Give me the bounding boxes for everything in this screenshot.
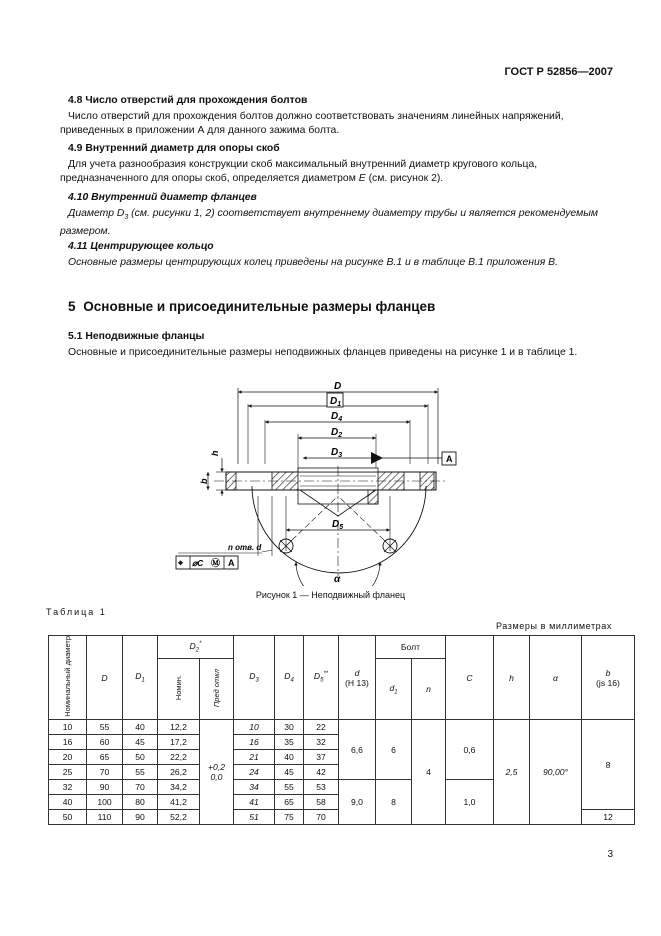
section-title: Внутренний диаметр фланцев <box>91 192 257 203</box>
section-number: 5 <box>68 299 76 314</box>
section-4-9-heading <box>68 142 612 156</box>
header-D1: $D_1$ <box>123 636 158 720</box>
d1-merged-b: 8 <box>376 780 412 825</box>
tol-diameter: ⌀C <box>192 558 204 568</box>
mmc-icon: Ⓜ <box>211 558 221 568</box>
tolerance-frame <box>176 556 238 569</box>
label-D2: $D_2$ <box>331 427 343 439</box>
label-D: D <box>334 381 342 392</box>
section-4-10-body <box>60 207 612 239</box>
header-b: b (js 16) <box>582 636 635 720</box>
section-number: 4.10 <box>68 192 89 203</box>
label-b: b <box>199 478 209 484</box>
header-C: C <box>446 636 494 720</box>
section-5-1-heading <box>68 330 612 344</box>
section-4-11-heading <box>68 240 612 254</box>
section-5-heading <box>68 299 435 314</box>
header-D5: $D_5^{**}$ <box>304 636 339 720</box>
C-merged-b: 1,0 <box>446 780 494 825</box>
section-4-8-heading <box>68 94 612 108</box>
page-number: 3 <box>607 849 613 860</box>
table-row: 20 65 50 22,2 21 40 37 <box>49 750 635 765</box>
header-D4: $D_4$ <box>275 636 304 720</box>
body-text: (см. рисунок 2). <box>365 173 444 184</box>
header-h: h <box>494 636 530 720</box>
standard-number: ГОСТ Р 52856—2007 <box>504 66 613 78</box>
d1-merged-a: 6 <box>376 720 412 780</box>
header-dev: Пред откл <box>200 659 234 720</box>
variable-D: D <box>116 208 125 219</box>
C-merged-a: 0,6 <box>446 720 494 780</box>
label-D4: $D_4$ <box>331 411 343 423</box>
position-icon: ⌖ <box>178 558 184 568</box>
section-title: Основные и присоединительные размеры фланцев <box>83 299 436 314</box>
header-D2: $D_2^*$ <box>158 636 234 659</box>
label-h: h <box>210 450 220 456</box>
b-merged-a: 8 <box>582 720 635 810</box>
n-merged: 4 <box>412 720 446 825</box>
section-4-10-heading <box>68 191 612 205</box>
holes-note: n отв. d <box>228 543 262 552</box>
section-title: Число отверстий для прохождения болтов <box>85 95 308 106</box>
datum-A: A <box>446 454 453 464</box>
section-title: Неподвижные фланцы <box>85 331 205 342</box>
body-text: Для учета разнообразия конструкции скоб максимальный внутренний диаметр кругового кольца, предназначенного для опоры скоб, определяется диаметром <box>60 159 538 184</box>
section-title: Центрирующее кольцо <box>90 241 214 252</box>
section-title: Внутренний диаметр для опоры скоб <box>85 143 280 154</box>
section-4-8-body: Число отверстий для прохождения болтов должно соответствовать значениям линейных напряжений, приведенных в приложении А для данного зажима болта. <box>60 111 564 136</box>
figure-caption: Рисунок 1 — Неподвижный фланец <box>255 590 406 600</box>
d-merged-a: 6,6 <box>339 720 376 780</box>
header-n: n <box>412 659 446 720</box>
table-row: 40 100 80 41,2 41 65 58 <box>49 795 635 810</box>
section-number: 5.1 <box>68 331 83 342</box>
table-row: 50 110 90 52,2 51 75 70 12 <box>49 810 635 825</box>
header-d1: $d_1$ <box>376 659 412 720</box>
tol-datum: A <box>228 558 235 568</box>
figure-fixed-flange <box>0 376 661 586</box>
label-D1: $D_1$ <box>330 396 342 408</box>
dev-merged: +0,2 0,0 <box>200 720 234 825</box>
table-row: 16 60 45 17,2 16 35 32 <box>49 735 635 750</box>
table-row: 25 70 55 26,2 24 45 42 <box>49 765 635 780</box>
variable-E: E <box>358 173 366 184</box>
header-d: d (H 13) <box>339 636 376 720</box>
section-5-1-body: Основные и присоединительные размеры неподвижных фланцев приведены на рисунке 1 и в таблице 1. <box>68 347 578 358</box>
table-row: 10 55 40 12,2 +0,2 0,0 10 30 22 6,6 6 4 0,6 2,5 90,00° 8 <box>49 720 635 735</box>
d-merged-b: 9,0 <box>339 780 376 825</box>
section-number: 4.9 <box>68 143 83 154</box>
variable-subscript: 3 <box>124 214 129 222</box>
header-alpha: α <box>530 636 582 720</box>
label-alpha: α <box>334 574 341 585</box>
table-row: 32 90 70 34,2 34 55 53 9,0 8 1,0 <box>49 780 635 795</box>
header-nominal-diameter: Номинальный диаметр <box>49 636 87 720</box>
header-D: D <box>87 636 123 720</box>
body-text: Диаметр <box>68 208 117 219</box>
label-D5: $D_5$ <box>332 519 344 531</box>
section-4-11-body: Основные размеры центрирующих колец приведены на рисунке В.1 и в таблице В.1 приложения В. <box>68 257 558 268</box>
section-4-9-body <box>60 158 612 186</box>
table-title: Таблица 1 <box>46 607 107 617</box>
header-bolt: Болт <box>376 636 446 659</box>
h-merged: 2,5 <box>494 720 530 825</box>
alpha-merged: 90,00° <box>530 720 582 825</box>
table-units: Размеры в миллиметрах <box>495 621 612 631</box>
label-D3: $D_3$ <box>331 447 343 459</box>
section-number: 4.8 <box>68 95 83 106</box>
b-merged-b: 12 <box>582 810 635 825</box>
header-D3: $D_3$ <box>234 636 275 720</box>
header-nom: Номин. <box>158 659 200 720</box>
section-number: 4.11 <box>68 241 88 252</box>
body-text: (см. рисунки 1, 2) соответствует внутреннему диаметру трубы и является рекомендуемым размером. <box>60 208 598 238</box>
table-1 <box>48 635 635 825</box>
